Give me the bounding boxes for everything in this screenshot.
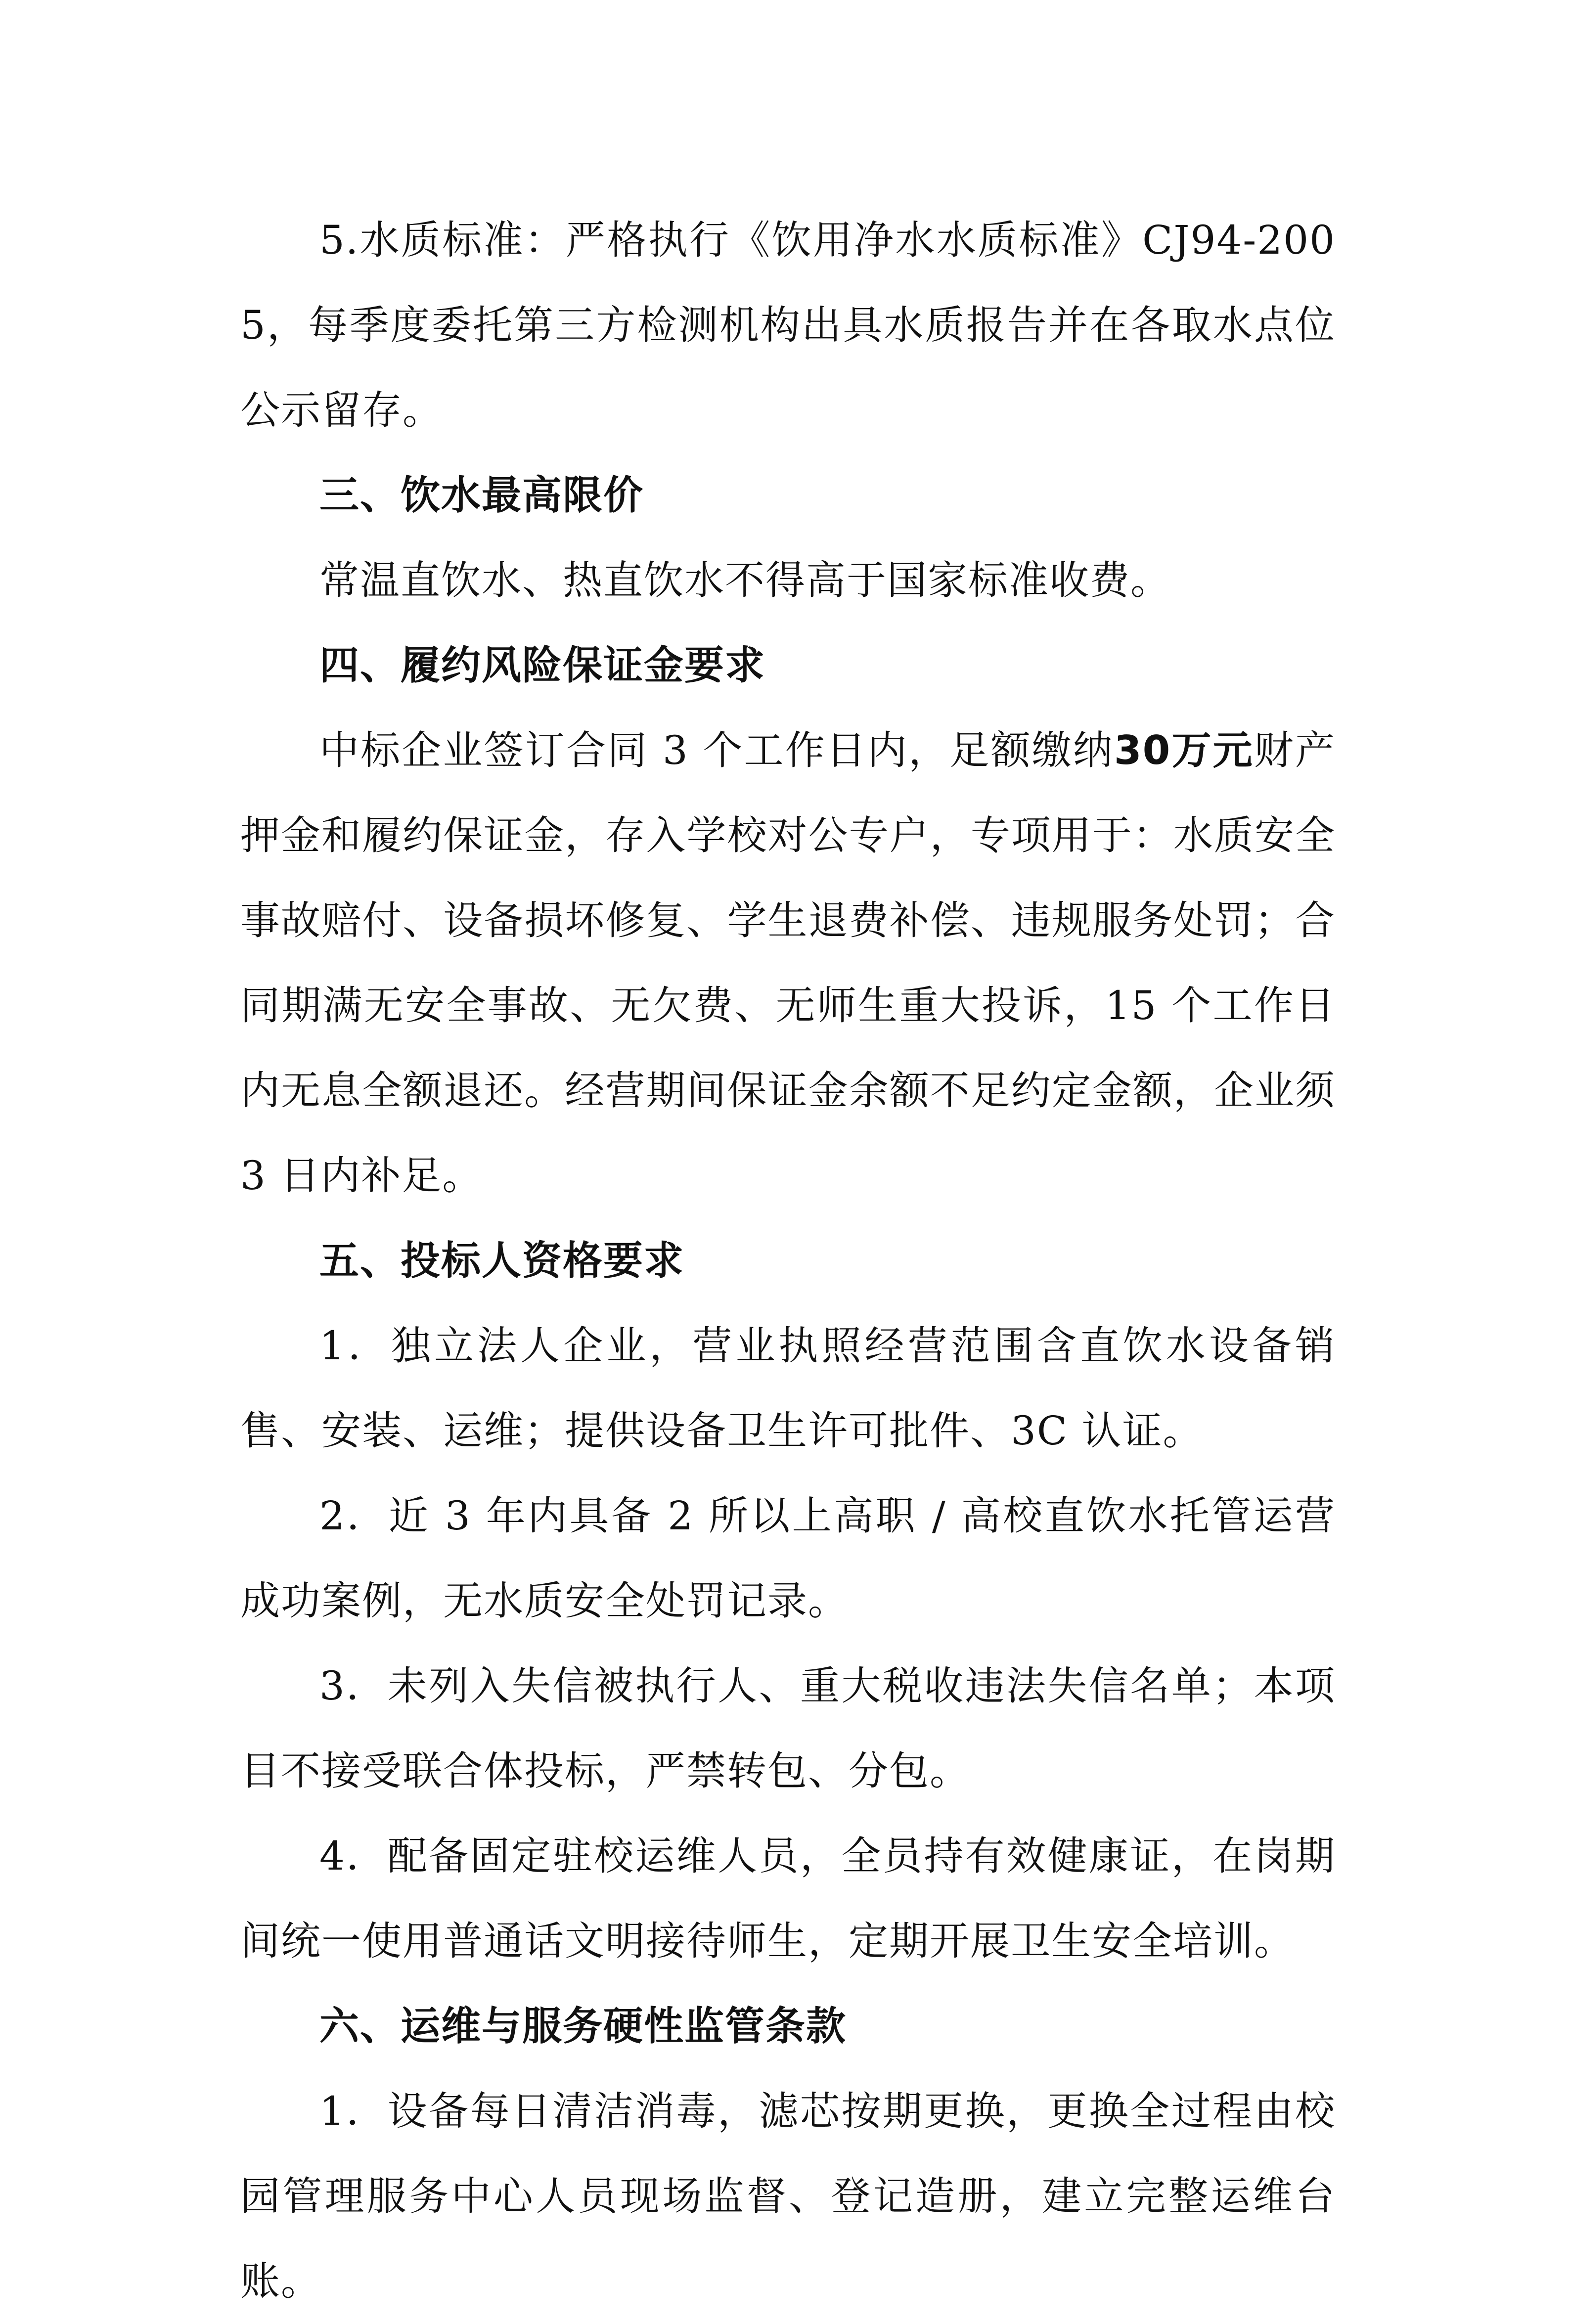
section-heading-price-limit: 三、饮水最高限价 <box>319 472 644 518</box>
deposit-text-after: 财产押金和履约保证金，存入学校对公专户，专项用于：水质安全事故赔付、设备损坏修复、学生退费补偿、违规服务处罚；合同期满无安全事故、无欠费、无师生重大投诉，15 个工作日内无息全额退还。经营期间保证金余额不足约定金额，企业须 3 日内补足。 <box>240 727 1336 1199</box>
section-heading-supervision: 六、运维与服务硬性监管条款 <box>319 2003 847 2049</box>
section-heading-qualifications: 五、投标人资格要求 <box>319 1238 684 1284</box>
deposit-paragraph <box>240 708 1336 1218</box>
deposit-text-before: 中标企业签订合同 3 个工作日内，足额缴纳 <box>319 727 1115 773</box>
deposit-amount: 30万元 <box>1114 727 1254 773</box>
supervision-item-1: 1．设备每日清洁消毒，滤芯按期更换，更换全过程由校园管理服务中心人员现场监督、登记造册，建立完整运维台账。 <box>240 2088 1336 2304</box>
qualification-item-2: 2．近 3 年内具备 2 所以上高职 / 高校直饮水托管运营成功案例，无水质安全处罚记录。 <box>240 1493 1336 1624</box>
qualification-item-4: 4．配备固定驻校运维人员，全员持有效健康证，在岗期间统一使用普通话文明接待师生，定期开展卫生安全培训。 <box>240 1833 1336 1964</box>
water-quality-standard-paragraph: 5.水质标准：严格执行《饮用净水水质标准》CJ94-2005，每季度委托第三方检测机构出具水质报告并在各取水点位公示留存。 <box>240 217 1336 433</box>
section-heading-deposit: 四、履约风险保证金要求 <box>319 642 765 688</box>
price-limit-paragraph: 常温直饮水、热直饮水不得高于国家标准收费。 <box>319 557 1171 603</box>
qualification-item-3: 3．未列入失信被执行人、重大税收违法失信名单；本项目不接受联合体投标，严禁转包、分包。 <box>240 1663 1336 1794</box>
qualification-item-1: 1．独立法人企业，营业执照经营范围含直饮水设备销售、安装、运维；提供设备卫生许可批件、3C 认证。 <box>240 1323 1336 1454</box>
document-body <box>240 198 1336 2324</box>
